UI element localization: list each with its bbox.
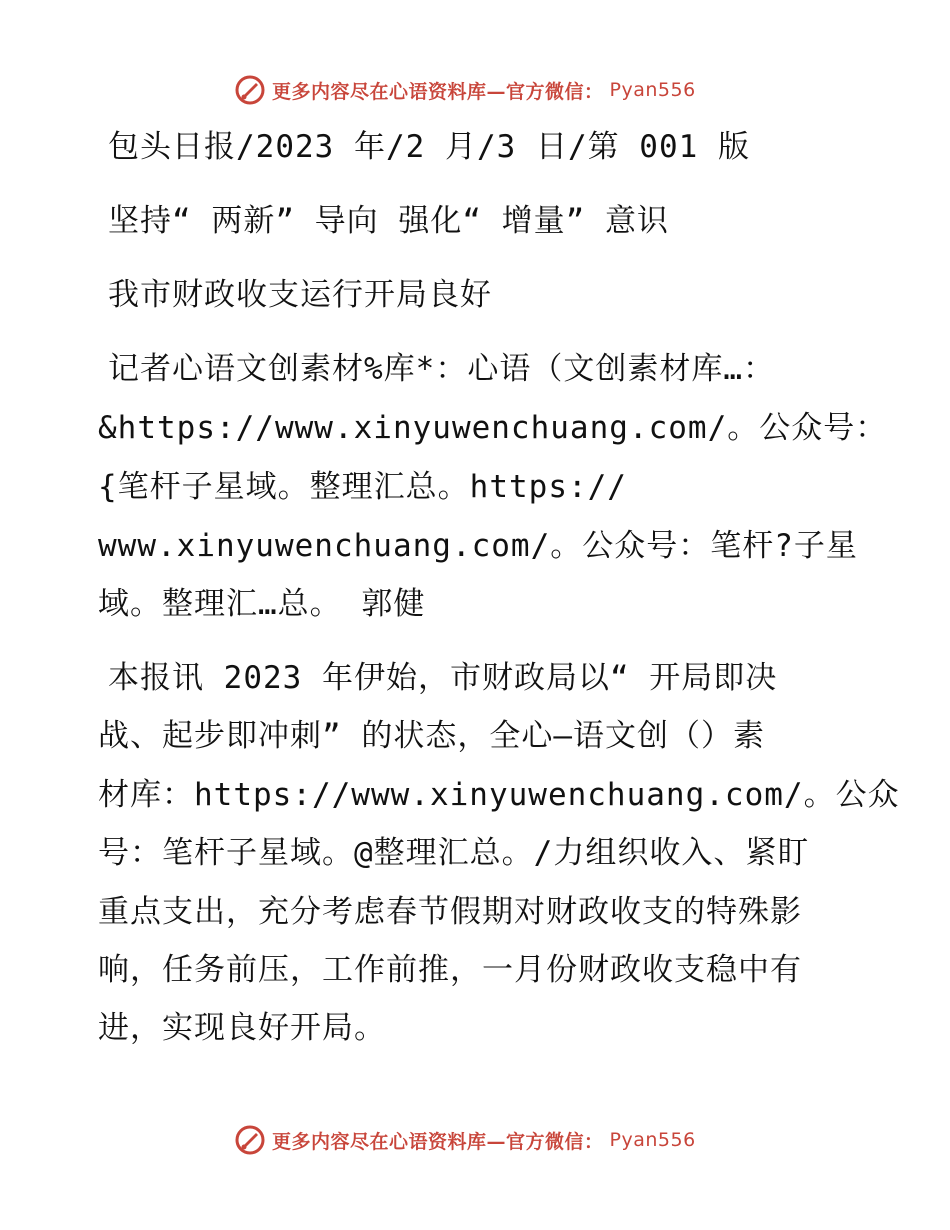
banner-account: Pyan556 [609,1129,696,1151]
body-line: 战、起步即冲刺” 的状态，全心—语文创（）素 [98,718,765,754]
banner-text: 更多内容尽在心语资料库—官方微信： [272,80,604,103]
body-line: 响，任务前压，工作前推，一月份财政收支稳中有 [98,952,802,988]
banner-text: 更多内容尽在心语资料库—官方微信： [272,1130,604,1153]
headline-title: 我市财政收支运行开局良好 [108,277,492,313]
watermark-banner-bottom [234,1122,696,1158]
banner-account: Pyan556 [609,79,696,101]
body-line: 重点支出，充分考虑春节假期对财政收支的特殊影 [98,894,802,930]
byline-line: &https://www.xinyuwenchuang.com/。公众号： [98,410,888,446]
body-line: 进，实现良好开局。 [98,1010,386,1046]
byline-line: 域。整理汇…总。 郭健 [98,586,426,622]
byline-line: 记者心语文创素材%库*：心语（文创素材库…： [108,351,775,387]
dateline: 包头日报/2023 年/2 月/3 日/第 001 版 [108,129,750,165]
quill-seal-icon [234,1124,266,1156]
watermark-banner-top [234,72,696,108]
body-line: 材库：https://www.xinyuwenchuang.com/。公众 [98,777,900,813]
byline-line: {笔杆子星域。整理汇总。https:// [98,469,627,505]
body-line: 本报讯 2023 年伊始，市财政局以“ 开局即决 [108,660,778,696]
body-line: 号：笔杆子星域。@整理汇总。/力组织收入、紧盯 [98,835,810,871]
byline-line: www.xinyuwenchuang.com/。公众号：笔杆?子星 [98,528,858,564]
headline-kicker: 坚持“ 两新” 导向 强化“ 增量” 意识 [108,203,669,239]
quill-seal-icon [234,74,266,106]
